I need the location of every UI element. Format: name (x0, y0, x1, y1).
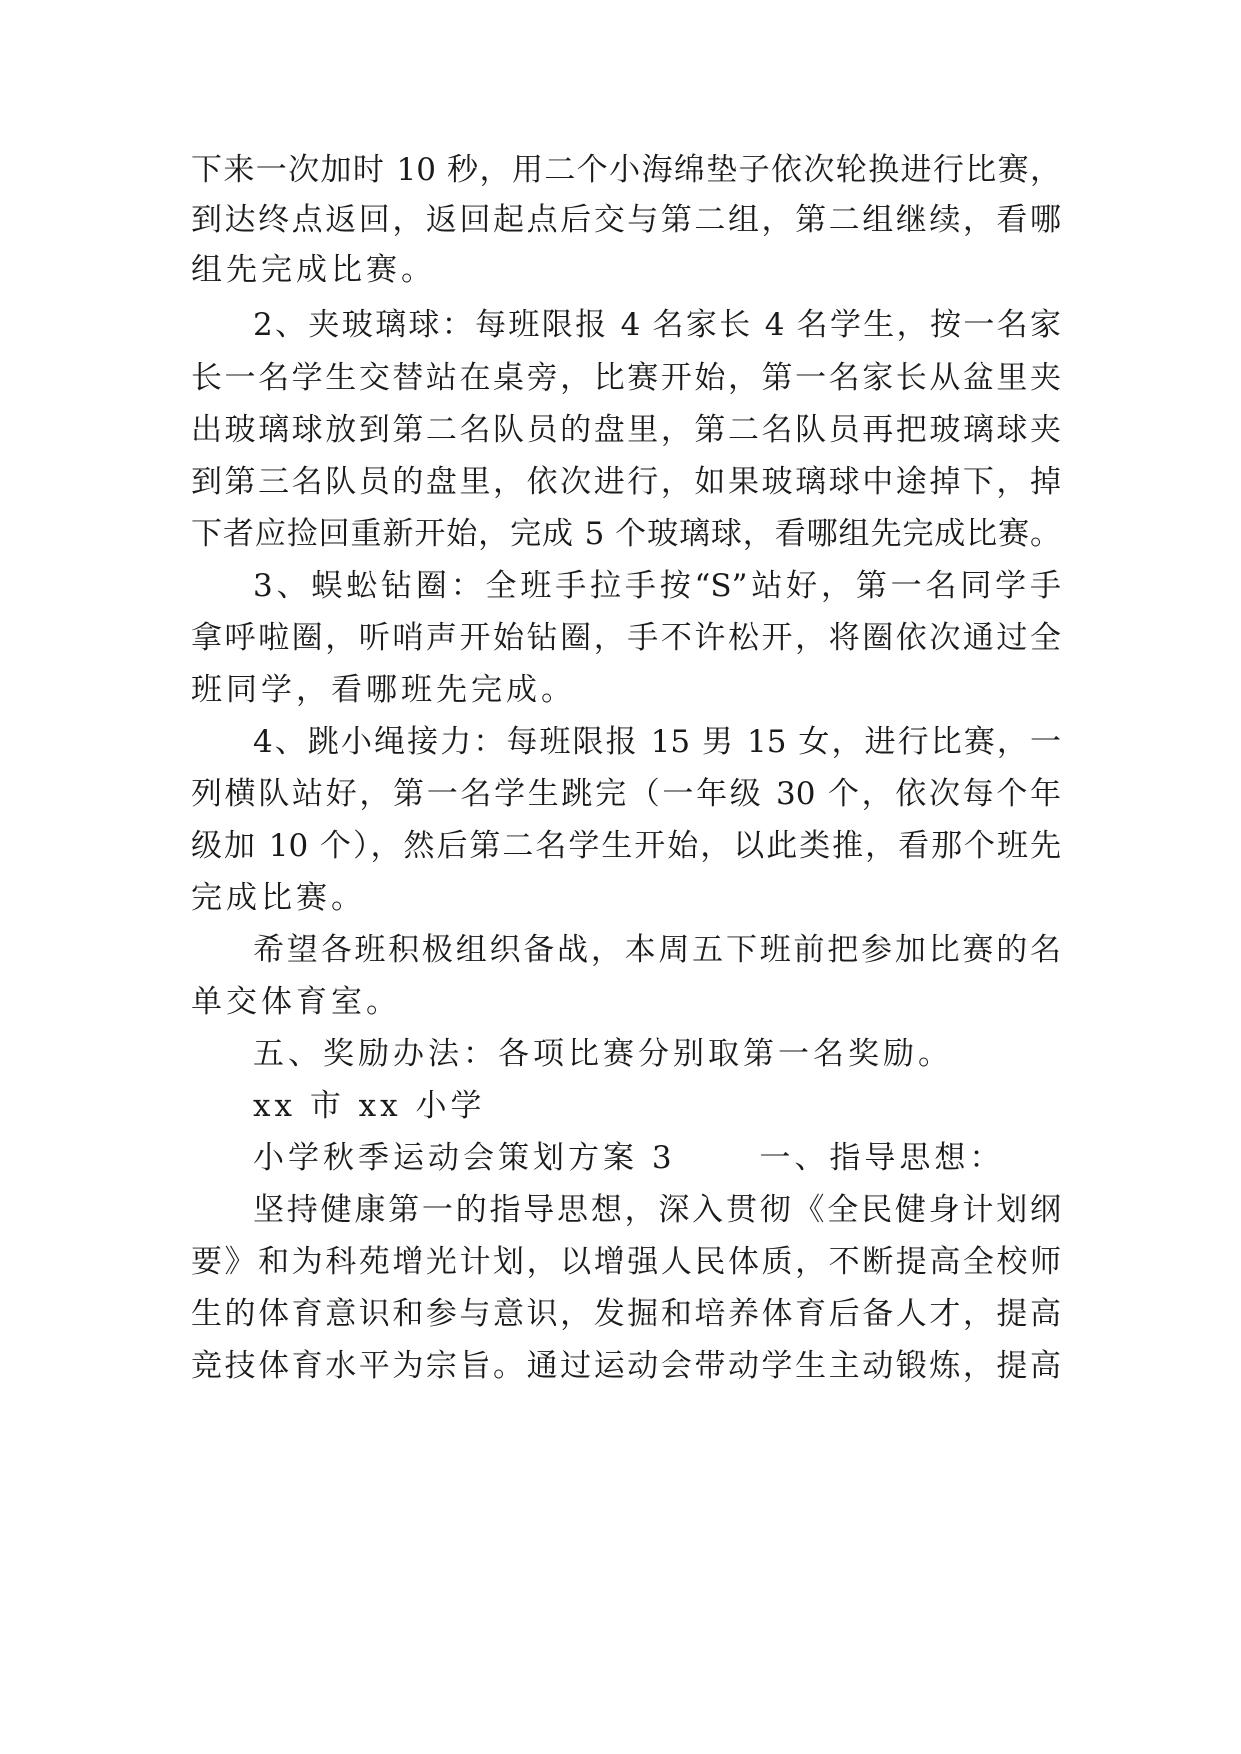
text-line-24: 竞技体育水平为宗旨。通过运动会带动学生主动锻炼，提高 (191, 1348, 1061, 1384)
text-line-6: 出玻璃球放到第二名队员的盘里，第二名队员再把玻璃球夹 (191, 412, 1061, 448)
text-line-22: 要》和为科苑增光计划，以增强人民体质，不断提高全校师 (191, 1244, 1061, 1280)
text-line-15: 完成比赛。 (191, 880, 366, 916)
text-line-1: 下来一次加时 10 秒，用二个小海绵垫子依次轮换进行比赛， (191, 152, 1061, 188)
text-line-8: 下者应捡回重新开始，完成 5 个玻璃球，看哪组先完成比赛。 (191, 516, 1061, 552)
text-line-7: 到第三名队员的盘里，依次进行，如果玻璃球中途掉下，掉 (191, 464, 1061, 500)
text-line-21: 坚持健康第一的指导思想，深入贯彻《全民健身计划纲 (253, 1192, 1061, 1228)
text-line-20: 小学秋季运动会策划方案 3 一、指导思想： (253, 1140, 1005, 1176)
text-line-9: 3、蜈蚣钻圈：全班手拉手按“S”站好，第一名同学手 (253, 568, 1061, 604)
text-line-18: 五、奖励办法：各项比赛分别取第一名奖励。 (253, 1036, 953, 1072)
text-line-23: 生的体育意识和参与意识，发掘和培养体育后备人才，提高 (191, 1296, 1061, 1332)
text-line-16: 希望各班积极组织备战，本周五下班前把参加比赛的名 (253, 932, 1061, 968)
text-line-13: 列横队站好，第一名学生跳完（一年级 30 个，依次每个年 (191, 776, 1061, 812)
text-line-3: 组先完成比赛。 (191, 252, 436, 288)
text-line-10: 拿呼啦圈，听哨声开始钻圈，手不许松开，将圈依次通过全 (191, 620, 1061, 656)
text-line-17: 单交体育室。 (191, 984, 401, 1020)
text-line-12: 4、跳小绳接力：每班限报 15 男 15 女，进行比赛，一 (253, 724, 1061, 760)
text-line-14: 级加 10 个），然后第二名学生开始，以此类推，看那个班先 (191, 828, 1061, 864)
text-line-5: 长一名学生交替站在桌旁，比赛开始，第一名家长从盆里夹 (191, 360, 1061, 396)
text-line-19: xx 市 xx 小学 (253, 1088, 486, 1124)
text-line-11: 班同学，看哪班先完成。 (191, 672, 576, 708)
text-line-4: 2、夹玻璃球：每班限报 4 名家长 4 名学生，按一名家 (253, 307, 1061, 343)
text-line-2: 到达终点返回，返回起点后交与第二组，第二组继续，看哪 (191, 202, 1061, 238)
